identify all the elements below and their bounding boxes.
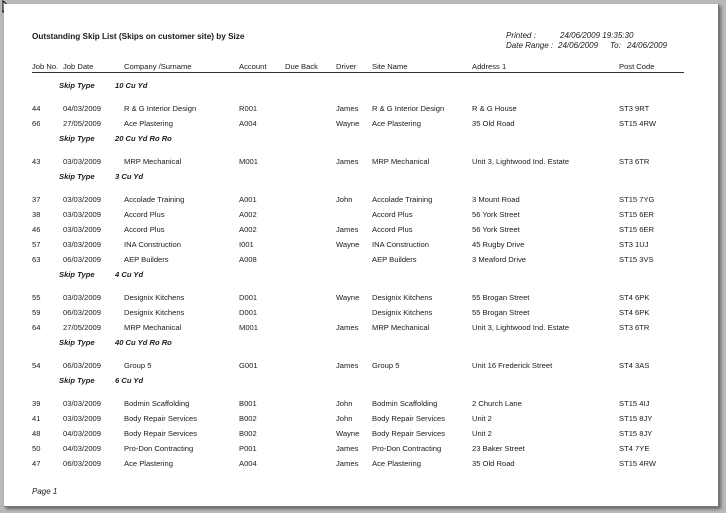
cell-job-no: 39 <box>32 399 41 408</box>
cell-account: A002 <box>239 210 257 219</box>
cell-post-code: ST15 4RW <box>619 459 656 468</box>
cell-job-date: 03/03/2009 <box>63 293 102 302</box>
report-title: Outstanding Skip List (Skips on customer site) by Size <box>32 32 245 41</box>
cell-driver: James <box>336 157 359 166</box>
column-header-address: Address 1 <box>472 62 507 71</box>
table-row <box>4 293 718 304</box>
table-row <box>4 240 718 251</box>
column-header-driver: Driver <box>336 62 357 71</box>
cell-job-date: 06/03/2009 <box>63 255 102 264</box>
printed-label: Printed : <box>506 31 536 40</box>
group-header <box>4 172 718 183</box>
cell-address: Unit 3, Lightwood Ind. Estate <box>472 323 570 332</box>
cell-driver: Wayne <box>336 119 360 128</box>
cell-post-code: ST15 7YG <box>619 195 655 204</box>
date-range-from: 24/06/2009 <box>558 41 599 50</box>
cell-post-code: ST3 6TR <box>619 157 650 166</box>
cell-job-no: 46 <box>32 225 41 234</box>
group-header-label: Skip Type <box>59 376 95 385</box>
cell-account: A004 <box>239 459 257 468</box>
column-header-company: Company /Surname <box>124 62 192 71</box>
cell-post-code: ST3 9RT <box>619 104 650 113</box>
cell-job-no: 55 <box>32 293 41 302</box>
group-header-label: Skip Type <box>59 81 95 90</box>
cell-job-date: 04/03/2009 <box>63 444 102 453</box>
group-header-skip-type: 20 Cu Yd Ro Ro <box>115 134 172 143</box>
cell-account: B002 <box>239 429 257 438</box>
cell-driver: John <box>336 399 353 408</box>
cell-account: A002 <box>239 225 257 234</box>
date-range-to: 24/06/2009 <box>627 41 668 50</box>
cell-site-name: Body Repair Services <box>372 429 446 438</box>
printed-value: 24/06/2009 19:35:30 <box>560 31 634 40</box>
cell-company: Designix Kitchens <box>124 293 185 302</box>
cell-job-date: 06/03/2009 <box>63 459 102 468</box>
cell-driver: James <box>336 225 359 234</box>
cell-site-name: Pro-Don Contracting <box>372 444 442 453</box>
cell-job-date: 03/03/2009 <box>63 157 102 166</box>
cell-account: M001 <box>239 323 258 332</box>
group-header-label: Skip Type <box>59 338 95 347</box>
cell-job-date: 04/03/2009 <box>63 104 102 113</box>
cell-job-date: 03/03/2009 <box>63 210 102 219</box>
cell-address: 56 York Street <box>472 225 520 234</box>
cell-address: 3 Meaford Drive <box>472 255 527 264</box>
group-header <box>4 270 718 281</box>
cell-company: Body Repair Services <box>124 429 198 438</box>
cell-company: Accord Plus <box>124 210 165 219</box>
cell-site-name: MRP Mechanical <box>372 157 430 166</box>
table-row <box>4 195 718 206</box>
cell-company: Accord Plus <box>124 225 165 234</box>
cell-site-name: Accord Plus <box>372 210 413 219</box>
cell-site-name: Accolade Training <box>372 195 433 204</box>
group-header <box>4 81 718 92</box>
cell-job-no: 63 <box>32 255 41 264</box>
cell-account: M001 <box>239 157 258 166</box>
cell-job-no: 38 <box>32 210 41 219</box>
group-header-skip-type: 40 Cu Yd Ro Ro <box>115 338 172 347</box>
cell-driver: Wayne <box>336 240 360 249</box>
table-row <box>4 444 718 455</box>
cell-address: 55 Brogan Street <box>472 308 530 317</box>
cell-post-code: ST3 6TR <box>619 323 650 332</box>
cell-job-no: 37 <box>32 195 41 204</box>
table-row <box>4 104 718 115</box>
table-row <box>4 225 718 236</box>
cell-driver: James <box>336 361 359 370</box>
cell-site-name: Designix Kitchens <box>372 308 433 317</box>
table-row <box>4 157 718 168</box>
cell-site-name: MRP Mechanical <box>372 323 430 332</box>
page-number: Page 1 <box>32 487 58 496</box>
cell-site-name: Group 5 <box>372 361 400 370</box>
cell-job-no: 43 <box>32 157 41 166</box>
cell-job-no: 47 <box>32 459 41 468</box>
cell-site-name: Ace Plastering <box>372 459 421 468</box>
cell-job-no: 59 <box>32 308 41 317</box>
cell-company: MRP Mechanical <box>124 157 182 166</box>
cell-job-date: 03/03/2009 <box>63 225 102 234</box>
cell-job-no: 48 <box>32 429 41 438</box>
cell-address: 2 Church Lane <box>472 399 522 408</box>
column-header-job-date: Job Date <box>63 62 94 71</box>
cell-account: D001 <box>239 308 258 317</box>
date-range-to-label: To: <box>610 41 621 50</box>
table-row <box>4 210 718 221</box>
cell-post-code: ST4 3AS <box>619 361 650 370</box>
table-row <box>4 119 718 130</box>
group-header-label: Skip Type <box>59 172 95 181</box>
column-header-account: Account <box>239 62 267 71</box>
cell-address: 35 Old Road <box>472 459 515 468</box>
cell-account: I001 <box>239 240 254 249</box>
cell-post-code: ST3 1UJ <box>619 240 649 249</box>
cell-post-code: ST15 6ER <box>619 225 655 234</box>
column-header-post-code: Post Code <box>619 62 655 71</box>
cell-job-date: 03/03/2009 <box>63 240 102 249</box>
cell-post-code: ST4 6PK <box>619 293 650 302</box>
cell-site-name: Designix Kitchens <box>372 293 433 302</box>
cell-post-code: ST15 4IJ <box>619 399 650 408</box>
cell-account: D001 <box>239 293 258 302</box>
cell-driver: Wayne <box>336 293 360 302</box>
cell-company: Body Repair Services <box>124 414 198 423</box>
cell-address: 23 Baker Street <box>472 444 525 453</box>
cell-driver: Wayne <box>336 429 360 438</box>
cell-driver: James <box>336 104 359 113</box>
cell-address: 35 Old Road <box>472 119 515 128</box>
group-header-skip-type: 10 Cu Yd <box>115 81 148 90</box>
date-range-label: Date Range : <box>506 41 554 50</box>
group-header <box>4 134 718 145</box>
column-header-due-back: Due Back <box>285 62 318 71</box>
cell-post-code: ST15 6ER <box>619 210 655 219</box>
cell-job-no: 66 <box>32 119 41 128</box>
cell-job-date: 06/03/2009 <box>63 361 102 370</box>
group-header-skip-type: 3 Cu Yd <box>115 172 144 181</box>
cell-account: A001 <box>239 195 257 204</box>
cell-site-name: Bodmin Scaffolding <box>372 399 438 408</box>
report-body <box>4 4 718 506</box>
cell-address: 55 Brogan Street <box>472 293 530 302</box>
cell-site-name: Accord Plus <box>372 225 413 234</box>
cell-account: G001 <box>239 361 258 370</box>
report-page <box>4 4 719 507</box>
group-header-skip-type: 4 Cu Yd <box>115 270 144 279</box>
cell-site-name: INA Construction <box>372 240 429 249</box>
column-header-site-name: Site Name <box>372 62 408 71</box>
cell-driver: James <box>336 459 359 468</box>
cell-driver: John <box>336 414 353 423</box>
cell-company: INA Construction <box>124 240 181 249</box>
cell-post-code: ST15 3VS <box>619 255 654 264</box>
table-row <box>4 308 718 319</box>
cell-site-name: Ace Plastering <box>372 119 421 128</box>
cell-job-no: 64 <box>32 323 41 332</box>
cell-job-no: 54 <box>32 361 41 370</box>
cell-job-date: 04/03/2009 <box>63 429 102 438</box>
cell-company: Bodmin Scaffolding <box>124 399 190 408</box>
group-header <box>4 338 718 349</box>
cell-company: Group 5 <box>124 361 152 370</box>
group-header <box>4 376 718 387</box>
cell-company: Accolade Training <box>124 195 185 204</box>
cell-job-date: 27/05/2009 <box>63 119 102 128</box>
cell-job-date: 27/05/2009 <box>63 323 102 332</box>
cell-site-name: R & G Interior Design <box>372 104 445 113</box>
cell-post-code: ST15 4RW <box>619 119 656 128</box>
group-header-skip-type: 6 Cu Yd <box>115 376 144 385</box>
cell-account: P001 <box>239 444 257 453</box>
cell-account: B001 <box>239 399 257 408</box>
cell-post-code: ST4 6PK <box>619 308 650 317</box>
cell-job-date: 03/03/2009 <box>63 195 102 204</box>
cell-job-date: 03/03/2009 <box>63 414 102 423</box>
cell-company: AEP Builders <box>124 255 169 264</box>
cell-company: R & G Interior Design <box>124 104 197 113</box>
group-header-label: Skip Type <box>59 270 95 279</box>
cell-company: Ace Plastering <box>124 119 173 128</box>
cell-job-no: 41 <box>32 414 41 423</box>
group-header-label: Skip Type <box>59 134 95 143</box>
column-header-job-no: Job No. <box>32 62 59 71</box>
table-row <box>4 414 718 425</box>
cell-address: Unit 3, Lightwood Ind. Estate <box>472 157 570 166</box>
cell-post-code: ST15 8JY <box>619 414 653 423</box>
cell-site-name: Body Repair Services <box>372 414 446 423</box>
cell-account: A008 <box>239 255 257 264</box>
cell-site-name: AEP Builders <box>372 255 417 264</box>
cell-job-no: 44 <box>32 104 41 113</box>
cell-address: 56 York Street <box>472 210 520 219</box>
cell-driver: John <box>336 195 353 204</box>
cell-company: Pro-Don Contracting <box>124 444 194 453</box>
cell-address: R & G House <box>472 104 517 113</box>
table-row <box>4 429 718 440</box>
table-row <box>4 255 718 266</box>
cell-company: MRP Mechanical <box>124 323 182 332</box>
cell-address: 45 Rugby Drive <box>472 240 525 249</box>
cell-address: Unit 16 Frederick Street <box>472 361 553 370</box>
cell-post-code: ST15 8JY <box>619 429 653 438</box>
cell-account: B002 <box>239 414 257 423</box>
cell-account: A004 <box>239 119 257 128</box>
cell-job-date: 06/03/2009 <box>63 308 102 317</box>
cell-job-date: 03/03/2009 <box>63 399 102 408</box>
cell-driver: James <box>336 323 359 332</box>
cell-address: Unit 2 <box>472 429 492 438</box>
cell-account: R001 <box>239 104 258 113</box>
cell-company: Designix Kitchens <box>124 308 185 317</box>
cell-job-no: 57 <box>32 240 41 249</box>
table-row <box>4 361 718 372</box>
cell-post-code: ST4 7YE <box>619 444 650 453</box>
cell-driver: James <box>336 444 359 453</box>
table-row <box>4 459 718 470</box>
table-row <box>4 399 718 410</box>
cell-job-no: 50 <box>32 444 41 453</box>
table-row <box>4 323 718 334</box>
cell-address: 3 Mount Road <box>472 195 520 204</box>
cell-company: Ace Plastering <box>124 459 173 468</box>
cell-address: Unit 2 <box>472 414 492 423</box>
